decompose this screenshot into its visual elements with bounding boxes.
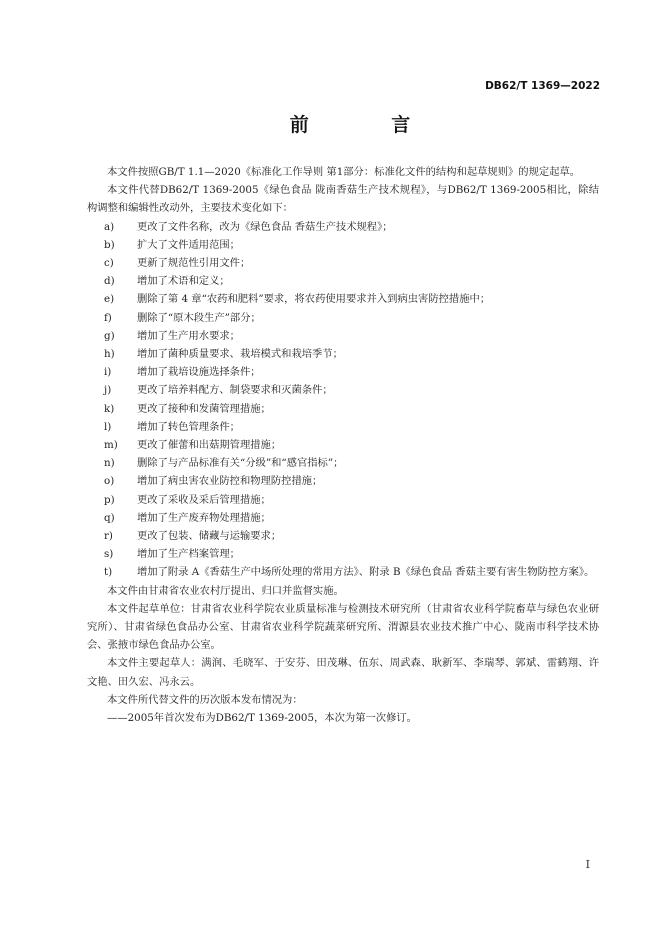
history-line: ——2005年首次发布为DB62/T 1369-2005，本次为第一次修订。	[107, 712, 417, 725]
intro-paragraph: 本文件代替DB62/T 1369-2005《绿色食品 陇南香菇生产技术规程》，与DB62/T 1369-2005相比，除结构调整和编辑性改动外，主要技术变化如下：	[87, 184, 599, 215]
list-item	[87, 454, 599, 472]
list-item-text: 删除了第 4 章“农药和肥料”要求，将农药使用要求并入到病虫害防控措施中；	[137, 293, 491, 306]
list-marker: c)	[104, 257, 114, 270]
changes-list	[87, 218, 599, 582]
list-marker: d)	[104, 275, 115, 288]
list-item	[87, 236, 599, 254]
list-item-text: 删除了与产品标准有关“分级”和“感官指标”；	[137, 457, 344, 470]
list-item-text: 更改了采收及采后管理措施；	[137, 493, 271, 506]
list-item	[87, 527, 599, 545]
list-item-text: 增加了病虫害农业防控和物理防控措施；	[137, 475, 323, 488]
list-marker: g)	[104, 329, 115, 342]
proposer-paragraph: 本文件由甘肃省农业农村厅提出、归口并监督实施。	[107, 584, 344, 597]
list-marker: n)	[104, 457, 115, 470]
list-marker: a)	[104, 220, 115, 233]
list-item	[87, 254, 599, 272]
list-item-text: 更改了包装、储藏与运输要求；	[137, 530, 282, 543]
list-item-text: 增加了栽培设施选择条件；	[137, 366, 261, 379]
list-marker: k)	[104, 402, 115, 415]
list-item	[87, 400, 599, 418]
document-body	[87, 163, 599, 727]
list-item	[87, 309, 599, 327]
list-item	[87, 345, 599, 363]
list-marker: o)	[104, 475, 115, 488]
page-title: 前 言	[289, 114, 449, 136]
list-item	[87, 290, 599, 308]
page-number: I	[585, 858, 590, 871]
list-item-text: 扩大了文件适用范围；	[137, 238, 240, 251]
list-item	[87, 472, 599, 490]
list-item	[87, 218, 599, 236]
list-item	[87, 563, 599, 581]
history-intro-paragraph: 本文件所代替文件的历次版本发布情况为：	[107, 693, 303, 706]
list-marker: q)	[104, 511, 115, 524]
list-item	[87, 363, 599, 381]
drafters-paragraph: 本文件主要起草人：满润、毛晓军、于安芬、田茂琳、伍东、周武森、耿新军、李瑞琴、郭斌、雷鹤翔、许文艳、田久宏、冯永云。	[87, 657, 599, 688]
list-marker: s)	[104, 548, 114, 561]
list-marker: p)	[104, 493, 115, 506]
list-marker: i)	[104, 366, 112, 379]
document-code: DB62/T 1369—2022	[485, 80, 600, 92]
list-marker: t)	[104, 566, 113, 579]
list-marker: f)	[104, 311, 112, 324]
list-item-text: 增加了菌种质量要求、栽培模式和栽培季节；	[137, 348, 343, 361]
list-marker: b)	[104, 238, 115, 251]
list-item	[87, 491, 599, 509]
list-marker: m)	[104, 439, 118, 452]
list-marker: j)	[104, 384, 112, 397]
list-item-text: 增加了生产档案管理；	[137, 548, 240, 561]
list-item	[87, 436, 599, 454]
list-item-text: 增加了生产废弃物处理措施；	[137, 511, 271, 524]
list-item-text: 增加了转色管理条件；	[137, 420, 240, 433]
list-marker: l)	[104, 420, 112, 433]
list-item	[87, 272, 599, 290]
list-item	[87, 327, 599, 345]
list-marker: h)	[104, 348, 115, 361]
list-item-text: 更改了文件名称，改为《绿色食品 香菇生产技术规程》；	[137, 220, 393, 233]
list-item-text: 删除了“原木段生产”部分；	[137, 311, 261, 324]
list-item-text: 更改了催蕾和出菇期管理措施；	[137, 439, 282, 452]
drafting-units-paragraph: 本文件起草单位：甘肃省农业科学院农业质量标准与检测技术研究所（甘肃省农业科学院畜草与绿色农业研究所）、甘肃省绿色食品办公室、甘肃省农业科学院蔬菜研究所、渭源县农业技术推广中心、陇南市科学技术协会、张掖市绿色食品办公室。	[87, 602, 599, 652]
list-item	[87, 418, 599, 436]
list-marker: r)	[104, 530, 113, 543]
list-item-text: 增加了术语和定义；	[137, 275, 230, 288]
list-item	[87, 545, 599, 563]
list-item-text: 更改了接种和发菌管理措施；	[137, 402, 271, 415]
list-marker: e)	[104, 293, 115, 306]
list-item	[87, 381, 599, 399]
list-item	[87, 509, 599, 527]
list-item-text: 增加了附录 A《香菇生产中场所处理的常用方法》、附录 B《绿色食品 香菇主要有害生物防控方案》。	[137, 566, 595, 579]
list-item-text: 更改了培养料配方、制袋要求和灭菌条件；	[137, 384, 333, 397]
intro-paragraph: 本文件按照GB/T 1.1—2020《标准化工作导则 第1部分：标准化文件的结构和起草规则》的规定起草。	[107, 166, 581, 178]
list-item-text: 增加了生产用水要求；	[137, 329, 240, 342]
list-item-text: 更新了规范性引用文件；	[137, 257, 251, 270]
